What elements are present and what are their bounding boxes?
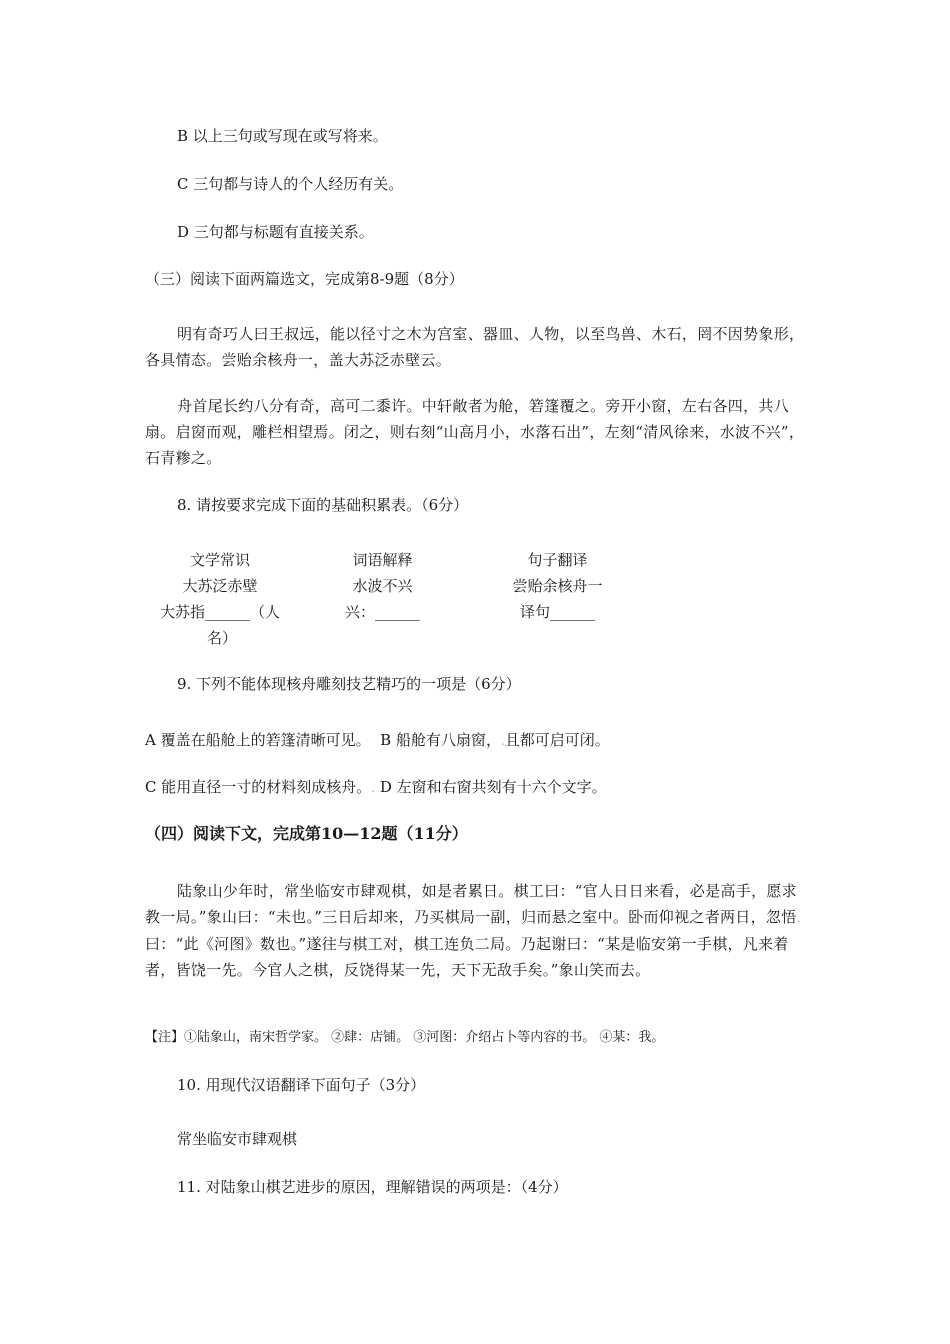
table-cell-translation-2: 译句______ (519, 603, 595, 621)
table-header-literature: 文学常识 (189, 551, 250, 569)
option-b: B 以上三句或写现在或写将来。 (177, 127, 388, 145)
annotation-note: 【注】①陆象山，南宋哲学家。 ②肆：店铺。 ③河图：介绍占卜等内容的书。 ④某：我。 (145, 1030, 665, 1045)
passage-paragraph-3-text-b: 曰：“此《河图》数也。”遂往与棋工对，棋工连负二局。乃起谢曰：“某是临安第一手棋，凡来着者，皆饶一先。今官人之棋，反饶得某一先，天下无敌手矣。”象山笑而去。 (145, 935, 789, 979)
table-cell-literature-2: 大苏指______（人 (159, 603, 280, 621)
table-cell-word-2: 兴：______ (344, 603, 420, 621)
q9-option-b-start: B 船舱有八扇窗， (380, 731, 501, 749)
question-9: 9. 下列不能体现核舟雕刻技艺精巧的一项是（6分） (177, 675, 521, 693)
option-d: D 三句都与标题有直接关系。 (177, 223, 374, 241)
question-11: 11. 对陆象山棋艺进步的原因，理解错误的两项是：（4分） (177, 1178, 568, 1196)
q9-option-d: D 左窗和右窗共刻有十六个文字。 (379, 778, 607, 796)
passage-paragraph-2-text: 舟首尾长约八分有奇，高可二黍许。中轩敞者为舱，箬篷覆之。旁开小窗，左右各四，共八扇。启窗而观，雕栏相望焉。闭之，则右刻“山高月小，水落石出”，左刻“清风徐来，水波不兴”，石青糁之。 (145, 397, 805, 467)
table-cell-translation-1: 尝贻余核舟一 (512, 577, 603, 595)
q9-option-c: C 能用直径一寸的材料刻成核舟。 (145, 778, 372, 796)
table-cell-literature-3: 名） (207, 629, 238, 647)
question-10-sentence: 常坐临安市肆观棋 (177, 1130, 298, 1148)
table-header-word: 词语解释 (352, 551, 413, 569)
passage-paragraph-2 (145, 393, 807, 471)
q9-option-b-end: 且都可启可闭。 (504, 731, 610, 749)
option-c: C 三句都与诗人的个人经历有关。 (177, 175, 404, 193)
yellow-dot-mark: . (796, 911, 801, 925)
passage-paragraph-3 (145, 878, 807, 983)
q9-options-ab (145, 730, 610, 751)
passage-paragraph-3-text-a: 陆象山少年时，常坐临安市肆观棋，如是者累日。棋工曰：“官人日日来看，必是高手，愿求教一局。”象山曰：“未也。”三日后却来，乃买棋局一副，归而悬之室中。卧而仰视之者两日，忽悟 (145, 882, 797, 926)
table-header-translation: 句子翻译 (527, 551, 588, 569)
question-8: 8. 请按要求完成下面的基础积累表。（6分） (177, 496, 469, 514)
yellow-dot-mark: . (371, 781, 376, 795)
section4-heading: （四）阅读下文，完成第10—12题（11分） (145, 824, 468, 843)
q9-option-a: A 覆盖在船舱上的箬篷清晰可见。 (145, 731, 371, 749)
table-cell-literature-1: 大苏泛赤壁 (182, 577, 258, 595)
q9-options-cd (145, 777, 607, 798)
table-col-word (320, 547, 445, 625)
passage-paragraph-1-text: 明有奇巧人曰王叔远，能以径寸之木为宫室、器皿、人物，以至鸟兽、木石，罔不因势象形，各具情态。尝贻余核舟一，盖大苏泛赤壁云。 (145, 325, 805, 369)
table-col-literature (155, 547, 285, 651)
yellow-dot-mark: . (500, 734, 505, 748)
table-cell-word-1: 水波不兴 (352, 577, 413, 595)
section3-heading: （三）阅读下面两篇选文，完成第8-9题（8分） (145, 270, 464, 288)
question-10: 10. 用现代汉语翻译下面句子（3分） (177, 1076, 426, 1094)
passage-paragraph-1 (145, 321, 807, 373)
table-col-translation (495, 547, 620, 625)
